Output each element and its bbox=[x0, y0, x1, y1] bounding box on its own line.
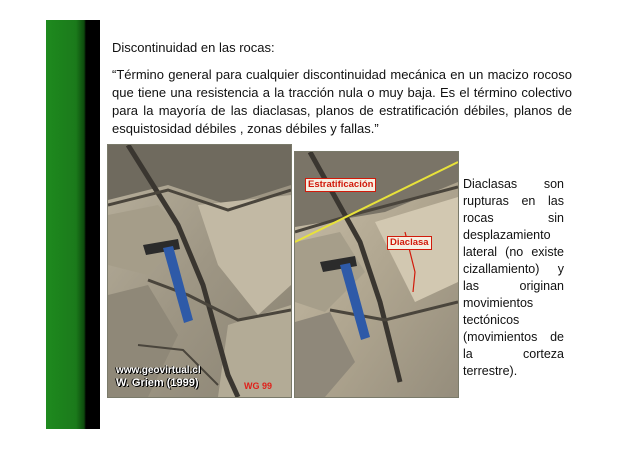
rock-photo-right bbox=[294, 151, 459, 398]
rock-photo-left bbox=[107, 144, 292, 398]
watermark-code: WG 99 bbox=[244, 381, 273, 391]
decorative-side-bar bbox=[46, 20, 100, 429]
watermark-site: www.geovirtual.cl bbox=[116, 365, 201, 376]
label-joint: Diaclasa bbox=[387, 236, 432, 250]
slide-heading: Discontinuidad en las rocas: bbox=[112, 40, 275, 55]
watermark-author: W. Griem (1999) bbox=[116, 377, 199, 389]
rock-photo-left-illustration bbox=[108, 145, 291, 397]
definition-quote: “Término general para cualquier discontinuidad mecánica en un macizo rocoso que tiene una resistencia a la tracción nula o muy baja. Es el término colectivo para la mayoría de las diaclasas, planos de estratificación débiles, planos de esquistosidad débiles , zonas débiles y fallas.” bbox=[112, 67, 572, 136]
label-bedding: Estratificación bbox=[305, 178, 376, 192]
diaclasas-caption: Diaclasas son rupturas en las rocas sin desplazamiento lateral (no existe cizallamiento) y las originan movimientos tectónicos (movimientos de la corteza terrestre). bbox=[463, 177, 564, 378]
